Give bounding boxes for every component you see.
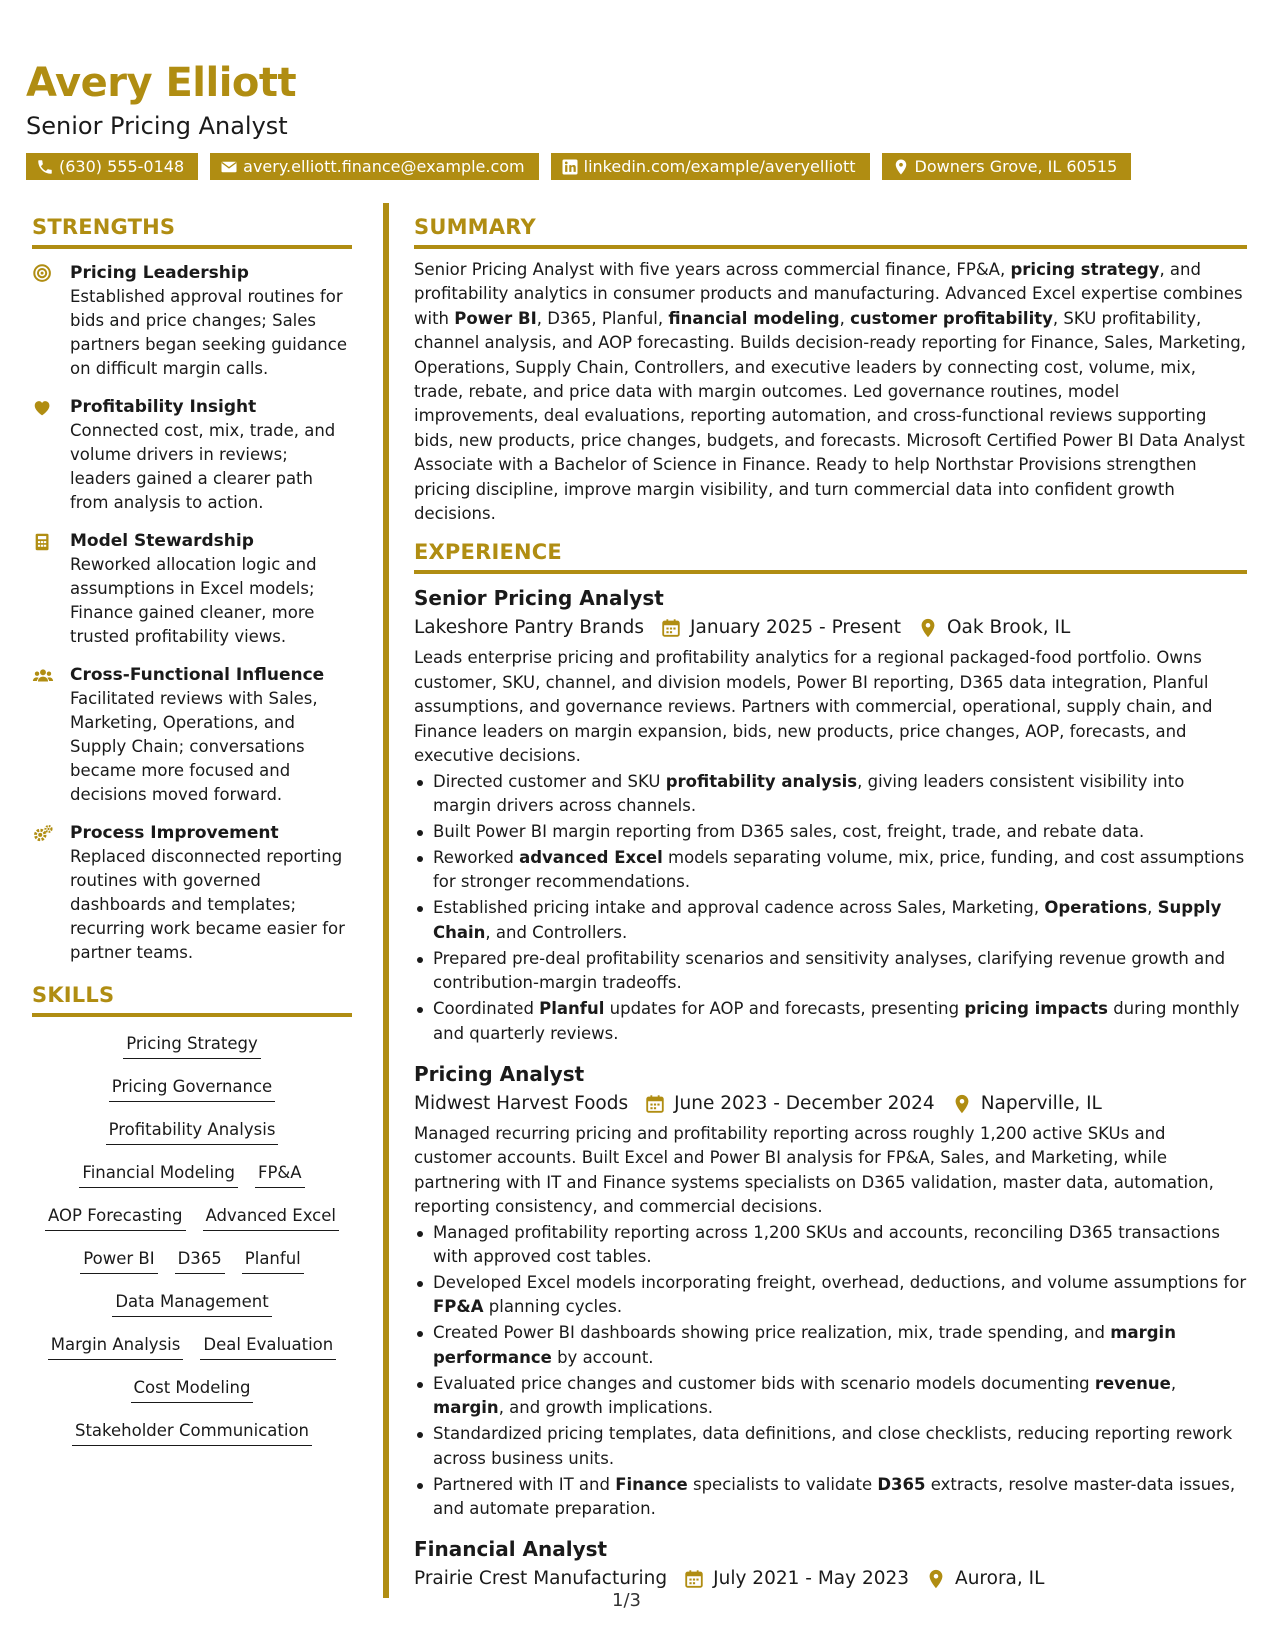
- job-description: Leads enterprise pricing and profitability analytics for a regional packaged-food portfolio. Owns customer, SKU, channel, and division models, Power BI reporting, D365 data integration, Planful assumptions, and governance reviews. Partners with commercial, operational, supply chain, and Finance leaders on margin expansion, bids, new products, price changes, AOP, forecasts, and executive decisions.: [414, 648, 1213, 766]
- calendar-icon: [683, 1568, 705, 1590]
- job-bullet: Built Power BI margin reporting from D365 sales, cost, freight, trade, and rebate data.: [414, 820, 1247, 844]
- calculator-icon: [32, 529, 70, 649]
- skill-tag: Profitability Analysis: [106, 1119, 279, 1145]
- skill-row: [123, 1033, 261, 1059]
- job-entry: [414, 1535, 1247, 1594]
- job-meta: [414, 1564, 1247, 1594]
- job-bullet: Developed Excel models incorporating freight, overhead, deductions, and volume assumptions for FP&A planning cycles.: [414, 1271, 1247, 1320]
- emphasis-text: Power BI: [454, 308, 537, 328]
- job-bullet: Partnered with IT and Finance specialists to validate D365 extracts, resolve master-data issues, and automate preparation.: [414, 1473, 1247, 1522]
- emphasis-text: revenue: [1094, 1373, 1171, 1393]
- job-title: Financial Analyst: [414, 1537, 608, 1562]
- strength-title: Pricing Leadership: [70, 263, 249, 283]
- emphasis-text: D365: [877, 1474, 926, 1494]
- emphasis-text: financial modeling: [668, 308, 840, 328]
- skill-tag: D365: [175, 1248, 225, 1274]
- job-dates: July 2021 - May 2023: [713, 1568, 910, 1590]
- skill-row: [109, 1076, 275, 1102]
- skill-tag: Cost Modeling: [131, 1377, 254, 1403]
- strengths-heading: STRENGTHS: [32, 215, 352, 249]
- skill-tag: Margin Analysis: [48, 1334, 184, 1360]
- job-bullet: Created Power BI dashboards showing price realization, mix, trade spending, and margin performance by account.: [414, 1321, 1247, 1370]
- column-divider: [383, 203, 389, 1598]
- strength-item: [32, 821, 352, 965]
- job-bullets: [414, 770, 1247, 1046]
- job-meta: [414, 1089, 1247, 1119]
- strength-title: Process Improvement: [70, 823, 279, 843]
- skill-tag: Deal Evaluation: [200, 1334, 336, 1360]
- job-bullet: Directed customer and SKU profitability analysis, giving leaders consistent visibility into margin drivers across channels.: [414, 770, 1247, 819]
- strength-desc: Connected cost, mix, trade, and volume drivers in reviews; leaders gained a clearer path from analysis to action.: [70, 421, 336, 512]
- job-dates: January 2025 - Present: [690, 617, 901, 639]
- emphasis-text: profitability analysis: [665, 771, 858, 791]
- contact-phone[interactable]: (630) 555-0148: [26, 153, 198, 180]
- strength-desc: Replaced disconnected reporting routines with governed dashboards and templates; recurring work became easier for partner teams.: [70, 847, 345, 962]
- summary-heading: SUMMARY: [414, 215, 1247, 249]
- emphasis-text: margin: [433, 1398, 499, 1418]
- skill-tag: Financial Modeling: [79, 1162, 238, 1188]
- contact-linkedin[interactable]: linkedin.com/example/averyelliott: [551, 153, 870, 180]
- contact-location: Downers Grove, IL 60515: [882, 153, 1132, 180]
- contact-email[interactable]: avery.elliott.finance@example.com: [210, 153, 539, 180]
- experience-section: [414, 540, 1247, 1594]
- skill-row: [48, 1334, 336, 1360]
- strength-item: [32, 395, 352, 515]
- skill-tag: Power BI: [80, 1248, 157, 1274]
- strength-title: Model Stewardship: [70, 531, 254, 551]
- job-entry: [414, 1060, 1247, 1521]
- job-location: Oak Brook, IL: [947, 617, 1071, 639]
- linkedin-icon: [561, 158, 579, 176]
- calendar-icon: [660, 617, 682, 639]
- right-column: [414, 215, 1247, 1594]
- job-bullet: Evaluated price changes and customer bids with scenario models documenting revenue, margin, and growth implications.: [414, 1372, 1247, 1421]
- skill-row: [112, 1291, 271, 1317]
- emphasis-text: Supply Chain: [433, 898, 1222, 942]
- skill-row: [131, 1377, 254, 1403]
- skills-heading: SKILLS: [32, 983, 352, 1017]
- emphasis-text: pricing impacts: [964, 999, 1108, 1019]
- skill-tag: Pricing Strategy: [123, 1033, 261, 1059]
- job-bullet: Prepared pre-deal profitability scenarios and sensitivity analyses, clarifying revenue growth and contribution-margin tradeoffs.: [414, 947, 1247, 996]
- strength-desc: Established approval routines for bids and price changes; Sales partners began seeking guidance on difficult margin calls.: [70, 287, 347, 378]
- emphasis-text: Operations: [1044, 898, 1148, 918]
- job-bullet: Reworked advanced Excel models separating volume, mix, price, funding, and cost assumptions for stronger recommendations.: [414, 846, 1247, 895]
- job-bullets: [414, 1221, 1247, 1522]
- skill-tag: Stakeholder Communication: [72, 1420, 312, 1446]
- skill-row: [79, 1162, 304, 1188]
- emphasis-text: Planful: [539, 999, 605, 1019]
- gears-icon: [32, 821, 70, 965]
- job-company: Lakeshore Pantry Brands: [414, 617, 645, 639]
- calendar-icon: [644, 1093, 666, 1115]
- candidate-role: Senior Pricing Analyst: [26, 112, 288, 140]
- job-company: Midwest Harvest Foods: [414, 1092, 629, 1114]
- emphasis-text: customer profitability: [850, 308, 1053, 328]
- skill-row: [106, 1119, 279, 1145]
- summary-text: Senior Pricing Analyst with five years across commercial finance, FP&A, pricing strategy, and profitability analytics in consumer products and manufacturing. Advanced Excel expertise combines with Power BI, D365, Planful, financial modeling, customer profitability, SKU profitability, channel analysis, and AOP forecasting. Builds decision-ready reporting for Finance, Sales, Marketing, Operations, Supply Chain, Controllers, and executive leaders by connecting cost, volume, mix, trade, rebate, and price data with margin outcomes. Led governance routines, model improvements, deal evaluations, reporting automation, and cross-functional reviews supporting bids, new products, price changes, budgets, and forecasts. Microsoft Certified Power BI Data Analyst Associate with a Bachelor of Science in Finance. Ready to help Northstar Provisions strengthen pricing discipline, improve margin visibility, and turn commercial data into confident growth decisions.: [414, 260, 1247, 524]
- map-pin-icon: [925, 1568, 947, 1590]
- job-bullet: Established pricing intake and approval cadence across Sales, Marketing, Operations, Supply Chain, and Controllers.: [414, 896, 1247, 945]
- emphasis-text: Finance: [615, 1474, 688, 1494]
- skill-row: [45, 1205, 339, 1231]
- strength-item: [32, 261, 352, 381]
- users-icon: [32, 663, 70, 807]
- skill-tag: AOP Forecasting: [45, 1205, 186, 1231]
- heart-icon: [32, 395, 70, 515]
- target-icon: [32, 261, 70, 381]
- job-location: Aurora, IL: [955, 1568, 1045, 1590]
- map-pin-icon: [892, 158, 910, 176]
- job-bullet: Coordinated Planful updates for AOP and forecasts, presenting pricing impacts during monthly and quarterly reviews.: [414, 997, 1247, 1046]
- job-entry: [414, 584, 1247, 1045]
- phone-icon: [36, 158, 54, 176]
- skill-tag: Planful: [242, 1248, 304, 1274]
- strength-desc: Reworked allocation logic and assumptions in Excel models; Finance gained cleaner, more trusted profitability views.: [70, 555, 317, 646]
- skill-row: [72, 1420, 312, 1446]
- emphasis-text: advanced Excel: [519, 847, 663, 867]
- skill-tag: Data Management: [112, 1291, 271, 1317]
- strength-title: Cross-Functional Influence: [70, 665, 325, 685]
- contact-bar: [26, 153, 1131, 180]
- skills-section: [32, 983, 352, 1455]
- job-bullet: Managed profitability reporting across 1,200 SKUs and accounts, reconciling D365 transactions with approved cost tables.: [414, 1221, 1247, 1270]
- candidate-name: Avery Elliott: [26, 60, 297, 106]
- map-pin-icon: [951, 1093, 973, 1115]
- job-dates: June 2023 - December 2024: [674, 1092, 935, 1114]
- job-location: Naperville, IL: [980, 1092, 1102, 1114]
- job-title: Senior Pricing Analyst: [414, 586, 664, 611]
- skill-row: [80, 1248, 304, 1274]
- job-meta: [414, 613, 1247, 643]
- emphasis-text: FP&A: [433, 1297, 484, 1317]
- map-pin-icon: [917, 617, 939, 639]
- strength-desc: Facilitated reviews with Sales, Marketing, Operations, and Supply Chain; conversations became more focused and decisions moved forward.: [70, 689, 318, 804]
- strengths-list: [32, 261, 352, 965]
- job-bullet: Standardized pricing templates, data definitions, and close checklists, reducing reporting rework across business units.: [414, 1422, 1247, 1471]
- job-company: Prairie Crest Manufacturing: [414, 1568, 668, 1590]
- skill-tag: Pricing Governance: [109, 1076, 275, 1102]
- experience-heading: EXPERIENCE: [414, 540, 1247, 574]
- job-title: Pricing Analyst: [414, 1061, 585, 1086]
- skill-tag: FP&A: [255, 1162, 305, 1188]
- skill-tag: Advanced Excel: [203, 1205, 339, 1231]
- emphasis-text: pricing strategy: [1010, 260, 1160, 279]
- left-column: [32, 215, 352, 1455]
- strength-item: [32, 529, 352, 649]
- strength-item: [32, 663, 352, 807]
- strength-title: Profitability Insight: [70, 397, 257, 417]
- page-number: 1/3: [612, 1590, 641, 1611]
- emphasis-text: margin performance: [433, 1323, 1176, 1367]
- job-description: Managed recurring pricing and profitability reporting across roughly 1,200 active SKUs and customer accounts. Built Excel and Power BI analysis for FP&A, Sales, and Marketing, while partnering with IT and Finance systems specialists on D365 validation, master data, automation, reporting consistency, and commercial decisions.: [414, 1123, 1214, 1217]
- envelope-icon: [220, 158, 238, 176]
- skills-list: [32, 1025, 352, 1455]
